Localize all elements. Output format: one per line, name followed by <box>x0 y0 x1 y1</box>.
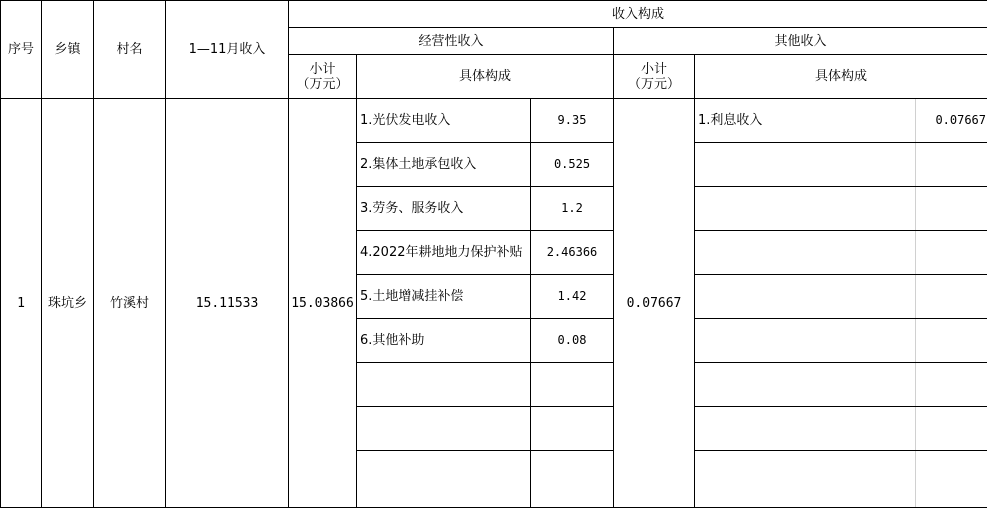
header-income-total: 1—11月收入 <box>166 1 289 99</box>
other-item-value-empty <box>916 275 987 319</box>
header-township: 乡镇 <box>42 1 94 99</box>
cell-village: 竹溪村 <box>94 99 166 508</box>
subtotal-label: 小计 <box>309 61 336 77</box>
other-item-empty <box>695 451 916 508</box>
other-item-value-empty <box>916 407 987 451</box>
header-operating-detail: 具体构成 <box>357 55 614 99</box>
cell-township: 珠坑乡 <box>42 99 94 508</box>
subtotal-unit: （万元） <box>627 76 680 92</box>
other-item-empty <box>695 231 916 275</box>
header-other: 其他收入 <box>614 28 987 55</box>
operating-item-value: 1.2 <box>531 187 614 231</box>
other-item-empty <box>695 143 916 187</box>
operating-item-value: 0.08 <box>531 319 614 363</box>
other-item-value-empty <box>916 363 987 407</box>
operating-item-value-empty <box>531 407 614 451</box>
operating-item-value: 0.525 <box>531 143 614 187</box>
other-item-value: 0.07667 <box>916 99 987 143</box>
other-item-empty <box>695 187 916 231</box>
cell-income-total: 15.11533 <box>166 99 289 508</box>
header-composition: 收入构成 <box>289 1 987 28</box>
other-item-value-empty <box>916 187 987 231</box>
operating-item-value: 2.46366 <box>531 231 614 275</box>
other-item-value-empty <box>916 319 987 363</box>
header-other-subtotal <box>614 55 695 99</box>
cell-operating-subtotal: 15.03866 <box>289 99 357 508</box>
operating-item-label: 5.土地增减挂补偿 <box>357 275 531 319</box>
other-item-empty <box>695 407 916 451</box>
operating-item-label: 3.劳务、服务收入 <box>357 187 531 231</box>
operating-item-label: 1.光伏发电收入 <box>357 99 531 143</box>
operating-item-value: 9.35 <box>531 99 614 143</box>
other-item-empty <box>695 319 916 363</box>
operating-item-label: 2.集体土地承包收入 <box>357 143 531 187</box>
other-item-value-empty <box>916 143 987 187</box>
cell-other-subtotal: 0.07667 <box>614 99 695 508</box>
cell-seq: 1 <box>1 99 42 508</box>
other-item-value-empty <box>916 231 987 275</box>
operating-item-label: 4.2022年耕地地力保护补贴 <box>357 231 531 275</box>
other-item-value-empty <box>916 451 987 508</box>
header-seq: 序号 <box>1 1 42 99</box>
operating-item-value: 1.42 <box>531 275 614 319</box>
other-item-label: 1.利息收入 <box>695 99 916 143</box>
operating-item-empty <box>357 451 531 508</box>
operating-item-value-empty <box>531 451 614 508</box>
other-item-empty <box>695 275 916 319</box>
subtotal-label: 小计 <box>640 61 667 77</box>
operating-item-value-empty <box>531 363 614 407</box>
operating-item-label: 6.其他补助 <box>357 319 531 363</box>
operating-item-empty <box>357 407 531 451</box>
header-operating: 经营性收入 <box>289 28 614 55</box>
other-item-empty <box>695 363 916 407</box>
header-operating-subtotal <box>289 55 357 99</box>
header-other-detail: 具体构成 <box>695 55 987 99</box>
subtotal-unit: （万元） <box>296 76 349 92</box>
header-village: 村名 <box>94 1 166 99</box>
operating-item-empty <box>357 363 531 407</box>
